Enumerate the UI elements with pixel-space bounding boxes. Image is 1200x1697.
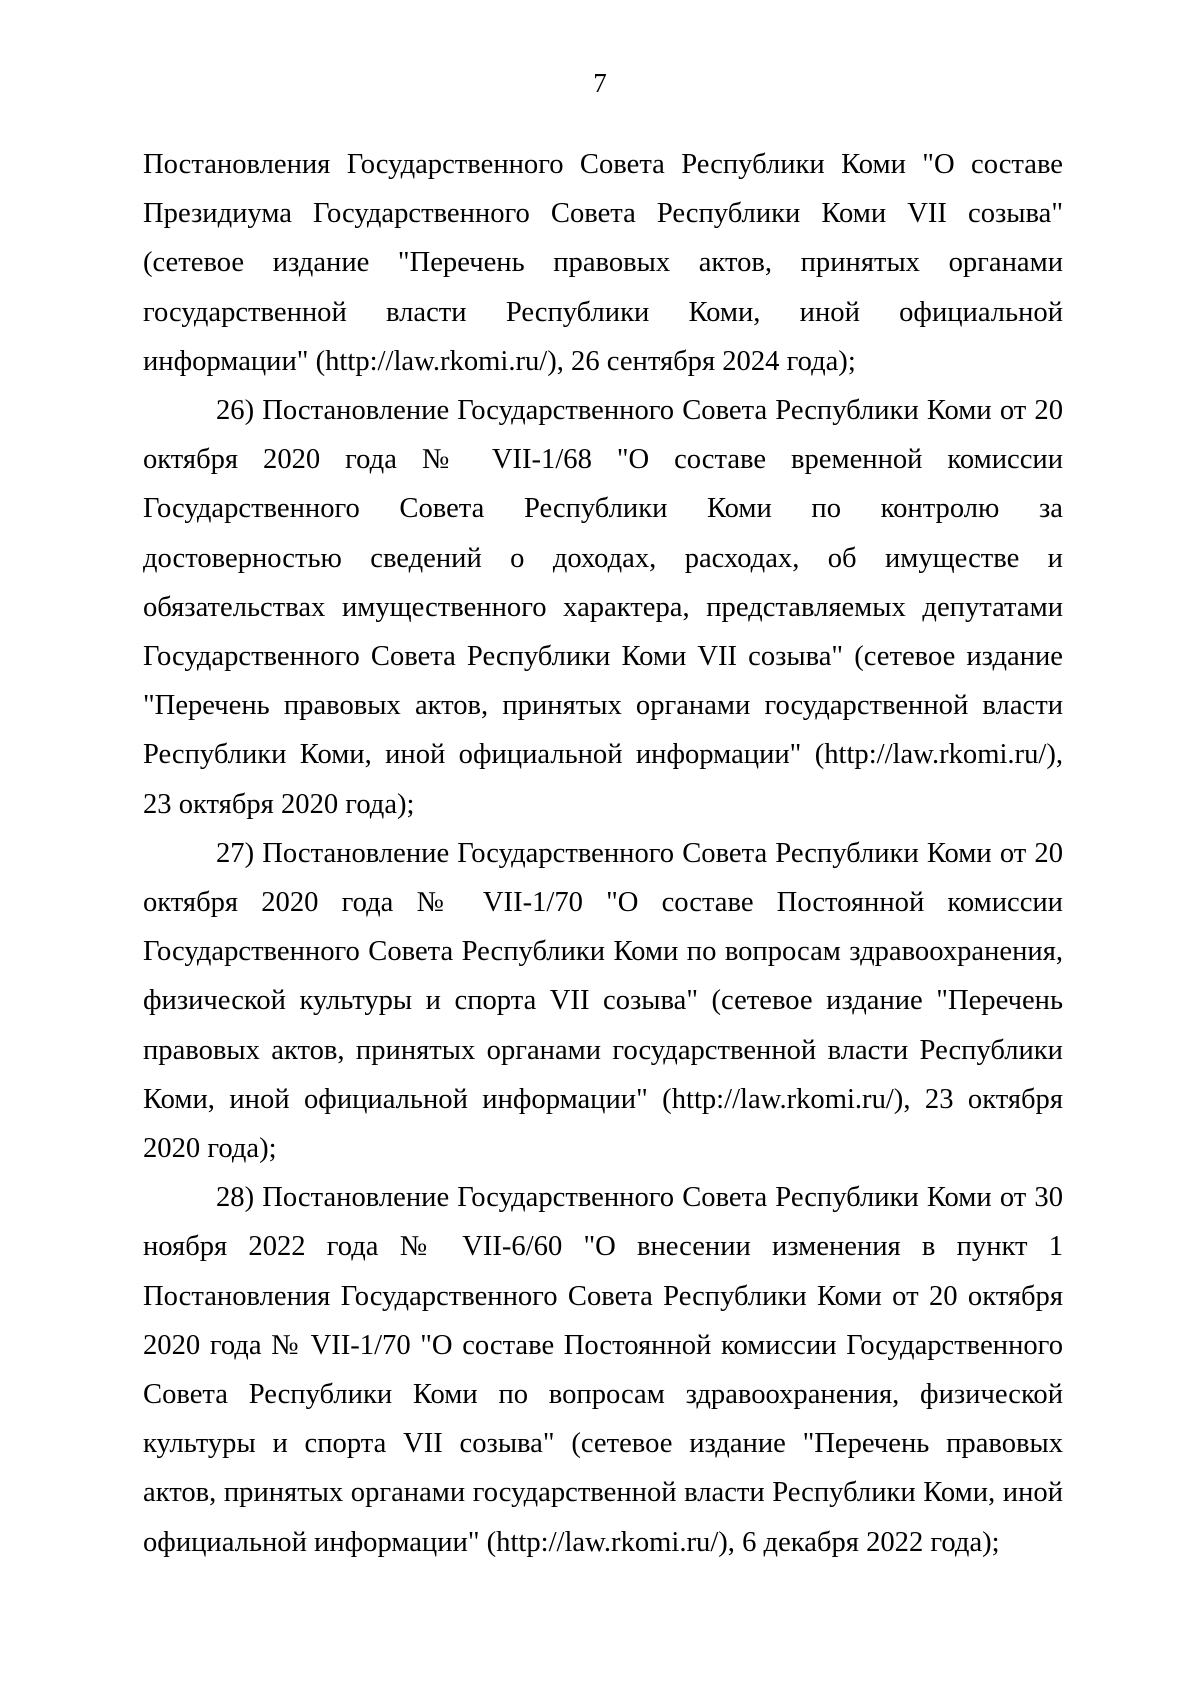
list-item-26: 26) Постановление Государственного Совета Республики Коми от 20 октября 2020 года № VII-1/68 "О составе временной комиссии Государственного Совета Республики Коми по контролю за достоверностью сведений о доходах, расходах, об имуществе и обязательствах имущественного характера, представляемых депутатами Государственного Совета Республики Коми VII созыва" (сетевое издание "Перечень правовых актов, принятых органами государственной власти Республики Коми, иной официальной информации" (http://law.rkomi.ru/), 23 октября 2020 года);: [143, 395, 1063, 820]
document-body: [143, 140, 1063, 1567]
list-item-27: 27) Постановление Государственного Совета Республики Коми от 20 октября 2020 года № VII-1/70 "О составе Постоянной комиссии Государственного Совета Республики Коми по вопросам здравоохранения, физической культуры и спорта VII созыва" (сетевое издание "Перечень правовых актов, принятых органами государственной власти Республики Коми, иной официальной информации" (http://law.rkomi.ru/), 23 октября 2020 года);: [143, 837, 1063, 1165]
page-number: 7: [593, 68, 607, 98]
list-item-28: 28) Постановление Государственного Совета Республики Коми от 30 ноября 2022 года № VII-6/60 "О внесении изменения в пункт 1 Постановления Государственного Совета Республики Коми от 20 октября 2020 года № VII-1/70 "О составе Постоянной комиссии Государственного Совета Республики Коми по вопросам здравоохранения, физической культуры и спорта VII созыва" (сетевое издание "Перечень правовых актов, принятых органами государственной власти Республики Коми, иной официальной информации" (http://law.rkomi.ru/), 6 декабря 2022 года);: [143, 1182, 1063, 1558]
paragraph-continuation: Постановления Государственного Совета Республики Коми "О составе Президиума Государственного Совета Республики Коми VII созыва" (сетевое издание "Перечень правовых актов, принятых органами государственной власти Республики Коми, иной официальной информации" (http://law.rkomi.ru/), 26 сентября 2024 года);: [143, 149, 1063, 377]
